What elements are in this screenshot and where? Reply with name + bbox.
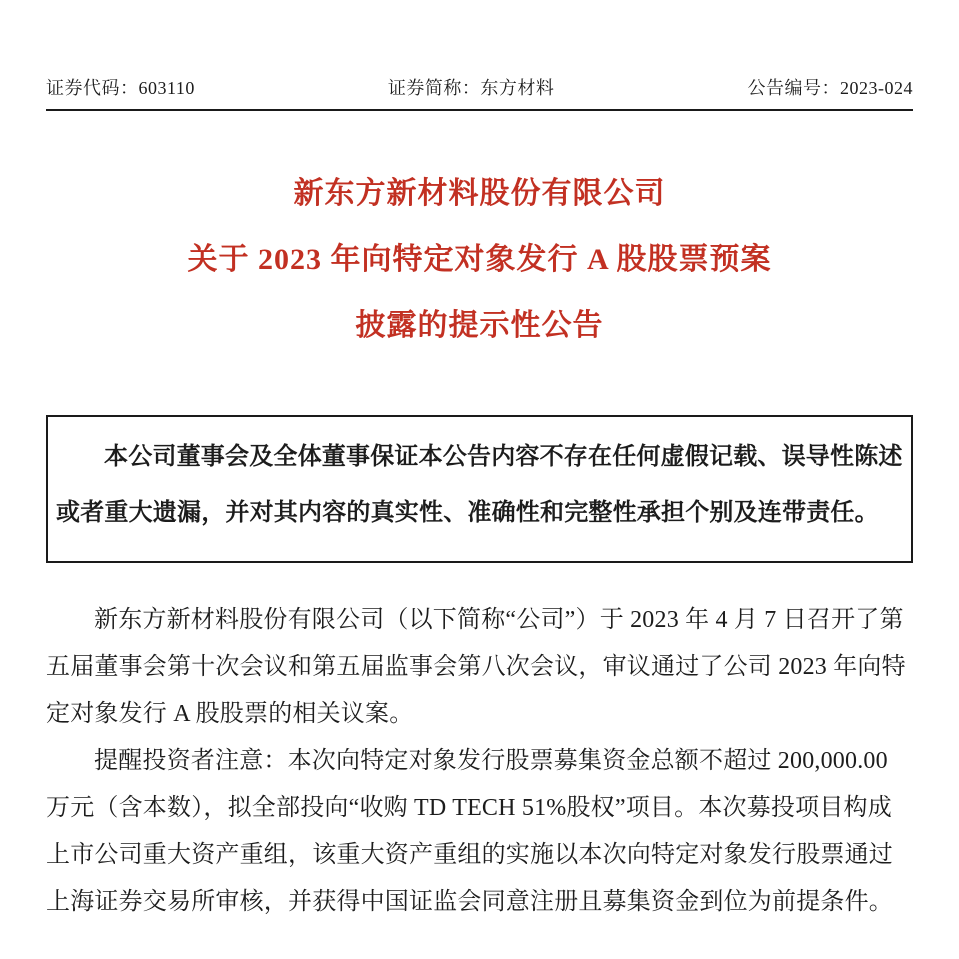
stock-code-value: 603110	[138, 78, 195, 98]
announcement-body	[46, 597, 913, 926]
stock-name-label: 证券简称：	[387, 78, 481, 98]
body-paragraph-investor-notice: 提醒投资者注意：本次向特定对象发行股票募集资金总额不超过 200,000.00 万元（含本数），拟全部投向“收购 TD TECH 51%股权”项目。本次募投项目构成上市公司重大资产重组，该重大资产重组的实施以本次向特定对象发行股票通过上海证券交易所审核，并获得中国证监会同意注册且募集资金到位为前提条件。	[46, 748, 893, 915]
announcement-number-value: 2023-024	[840, 78, 913, 98]
document-title	[46, 161, 913, 359]
stock-name	[388, 74, 555, 100]
title-company-name: 新东方新材料股份有限公司	[293, 177, 666, 210]
board-guarantee-text: 本公司董事会及全体董事保证本公告内容不存在任何虚假记载、误导性陈述或者重大遗漏，并对其内容的真实性、准确性和完整性承担个别及连带责任。	[56, 444, 903, 526]
board-guarantee-box	[46, 415, 913, 563]
stock-code-label: 证券代码：	[46, 78, 139, 98]
announcement-number	[748, 74, 914, 100]
header-divider	[46, 109, 913, 111]
title-type: 披露的提示性公告	[355, 309, 604, 342]
stock-code	[46, 74, 195, 100]
stock-name-value: 东方材料	[480, 78, 555, 98]
body-paragraph-meeting: 新东方新材料股份有限公司（以下简称“公司”）于 2023 年 4 月 7 日召开了第五届董事会第十次会议和第五届监事会第八次会议，审议通过了公司 2023 年向特定对象发行 A 股股票的相关议案。	[46, 607, 906, 727]
announcement-number-label: 公告编号：	[747, 78, 840, 98]
document-header	[46, 74, 913, 100]
title-subject: 关于 2023 年向特定对象发行 A 股股票预案	[187, 243, 772, 276]
